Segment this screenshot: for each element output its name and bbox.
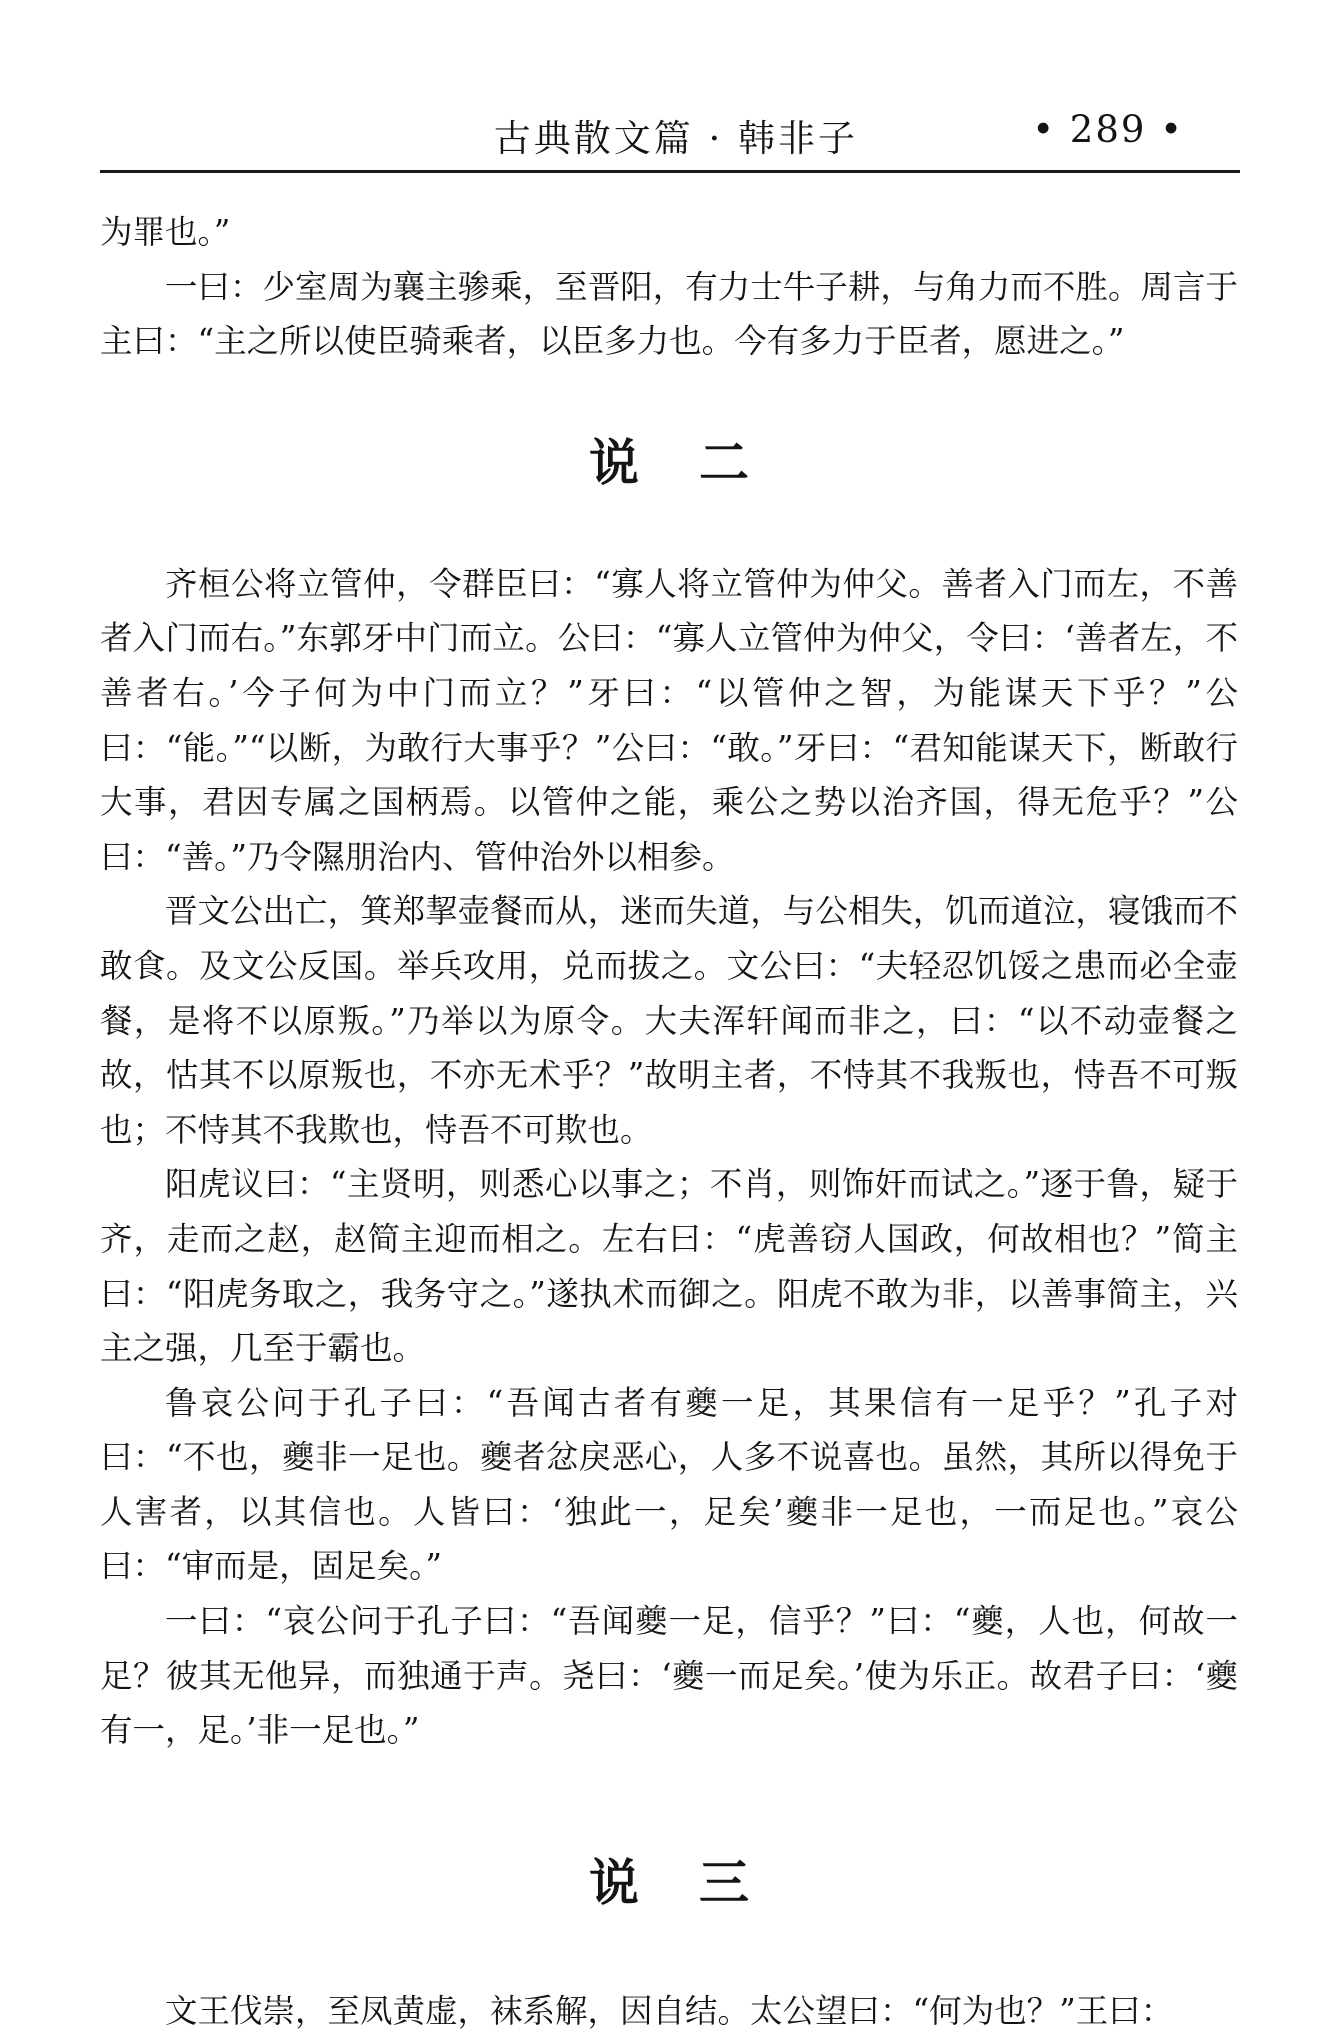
paragraph: 齐桓公将立管仲，令群臣曰：“寡人将立管仲为仲父。善者入门而左，不善者入门而右。”东郭牙中门而立。公曰：“寡人立管仲为仲父，令曰：‘善者左，不善者右。’今子何为中门而立？”牙曰：“以管仲之智，为能谋天下乎？”公曰：“能。”“以断，为敢行大事乎？”公曰：“敢。”牙曰：“君知能谋天下，断敢行大事，君因专属之国柄焉。以管仲之能，乘公之势以治齐国，得无危乎？”公曰：“善。”乃令隰朋治内、管仲治外以相参。: [100, 564, 1238, 876]
page-number: • 289 •: [1032, 108, 1184, 151]
paragraph: 晋文公出亡，箕郑挈壶餐而从，迷而失道，与公相失，饥而道泣，寝饿而不敢食。及文公反国。举兵攻用，兑而拔之。文公曰：“夫轻忍饥馁之患而必全壶餐，是将不以原叛。”乃举以为原令。大夫浑轩闻而非之，曰：“以不动壶餐之故，怙其不以原叛也，不亦无术乎？”故明主者，不恃其不我叛也，恃吾不可叛也；不恃其不我欺也，恃吾不可欺也。: [100, 892, 1238, 1149]
paragraph: 文王伐崇，至凤黄虚，袜系解，因自结。太公望曰：“何为也？”王曰：: [165, 1991, 1174, 2030]
body-text: [100, 205, 1238, 2038]
section-title: 说三: [589, 1852, 809, 1912]
section-title: 说二: [589, 432, 809, 492]
paragraph: 一曰：“哀公问于孔子曰：“吾闻夔一足，信乎？”曰：“夔，人也，何故一足？彼其无他异，而独通于声。尧曰：‘夔一而足矣。’使为乐正。故君子曰：‘夔有一，足。’非一足也。”: [100, 1602, 1238, 1750]
paragraph: 为罪也。”: [100, 213, 231, 251]
running-title: 古典散文篇 · 韩非子: [493, 117, 858, 160]
paragraph: 一曰：少室周为襄主骖乘，至晋阳，有力士牛子耕，与角力而不胜。周言于主曰：“主之所以使臣骑乘者，以臣多力也。今有多力于臣者，愿进之。”: [100, 267, 1238, 361]
paragraph: 阳虎议曰：“主贤明，则悉心以事之；不肖，则饰奸而试之。”逐于鲁，疑于齐，走而之赵，赵简主迎而相之。左右曰：“虎善窃人国政，何故相也？”简主曰：“阳虎务取之，我务守之。”遂执术而御之。阳虎不敢为非，以善事简主，兴主之强，几至于霸也。: [100, 1165, 1238, 1368]
paragraph: 鲁哀公问于孔子曰：“吾闻古者有夔一足，其果信有一足乎？”孔子对曰：“不也，夔非一足也。夔者忿戾恶心，人多不说喜也。虽然，其所以得免于人害者，以其信也。人皆曰：‘独此一，足矣’夔非一足也，一而足也。”哀公曰：“审而是，固足矣。”: [100, 1383, 1238, 1586]
page-header: [100, 108, 1240, 173]
